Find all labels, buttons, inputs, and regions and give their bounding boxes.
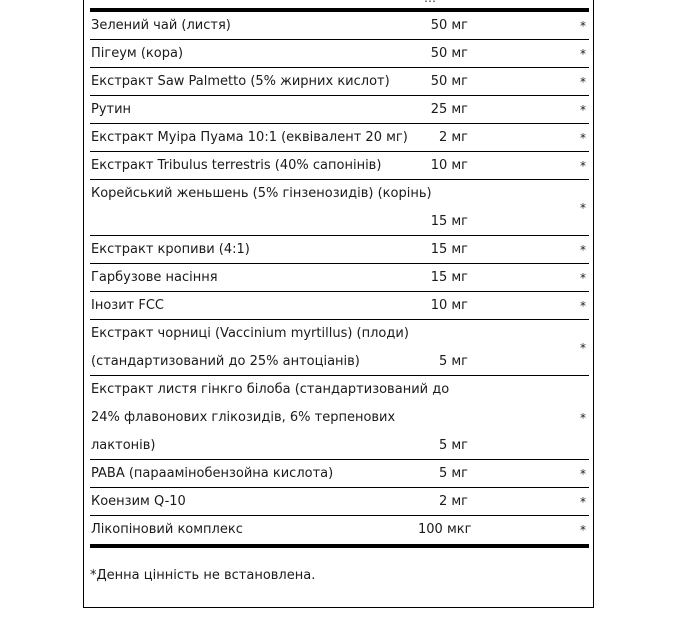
ingredient-name: Екстракт Tribulus terrestris (40% сапонінів) bbox=[91, 158, 382, 173]
ingredient-row bbox=[90, 488, 589, 516]
ingredient-amount: 5 мг bbox=[438, 354, 468, 369]
daily-value-marker: * bbox=[580, 131, 586, 145]
ingredient-amount: 10 мг bbox=[430, 158, 468, 173]
daily-value-marker: * bbox=[580, 75, 586, 89]
daily-value-marker: * bbox=[580, 299, 586, 313]
ingredient-amount: 50 мг bbox=[430, 18, 468, 33]
daily-value-marker: * bbox=[580, 201, 586, 215]
ingredient-row bbox=[90, 180, 589, 236]
ingredient-name: Інозит FCC bbox=[91, 298, 164, 313]
ingredient-row bbox=[90, 264, 589, 292]
ingredient-name: Екстракт Saw Palmetto (5% жирних кислот) bbox=[91, 74, 390, 89]
daily-value-marker: * bbox=[580, 271, 586, 285]
supplement-facts-panel bbox=[83, 0, 594, 608]
daily-value-marker: * bbox=[580, 411, 586, 425]
ingredient-row bbox=[90, 40, 589, 68]
ingredient-name: Екстракт кропиви (4:1) bbox=[91, 242, 250, 257]
ingredient-row bbox=[90, 152, 589, 180]
ingredient-row bbox=[90, 236, 589, 264]
ingredient-name: Лікопіновий комплекс bbox=[91, 522, 243, 537]
ingredient-row bbox=[90, 376, 589, 460]
ingredient-row bbox=[90, 124, 589, 152]
thick-divider-bottom bbox=[90, 544, 589, 548]
ingredient-name: Екстракт чорниці (Vaccinium myrtillus) (плоди) (стандартизований до 25% антоціанів) bbox=[91, 326, 409, 369]
ingredient-row bbox=[90, 460, 589, 488]
daily-value-marker: * bbox=[580, 47, 586, 61]
ingredient-row bbox=[90, 68, 589, 96]
ingredient-amount: 15 мг bbox=[430, 242, 468, 257]
ingredient-name: Пігеум (кора) bbox=[91, 46, 184, 61]
ingredient-amount: 25 мг bbox=[430, 102, 468, 117]
ingredient-amount: 100 мкг bbox=[418, 522, 472, 537]
daily-value-marker: * bbox=[580, 341, 586, 355]
ingredient-amount: 5 мг bbox=[438, 466, 468, 481]
ingredient-name: PABA (параамінобензойна кислота) bbox=[91, 466, 334, 481]
ingredient-amount: 2 мг bbox=[438, 130, 468, 145]
ingredient-row bbox=[90, 292, 589, 320]
ingredient-amount: 50 мг bbox=[430, 46, 468, 61]
daily-value-marker: * bbox=[580, 103, 586, 117]
ingredient-amount: 5 мг bbox=[438, 438, 468, 453]
daily-value-marker: * bbox=[580, 523, 586, 537]
ingredient-name: Коензим Q-10 bbox=[91, 494, 186, 509]
cut-off-header-text bbox=[424, 0, 436, 5]
ingredient-amount: 15 мг bbox=[430, 214, 468, 229]
ingredient-amount: 15 мг bbox=[430, 270, 468, 285]
ingredient-name: Гарбузове насіння bbox=[91, 270, 218, 285]
ingredient-amount: 50 мг bbox=[430, 74, 468, 89]
ingredient-row bbox=[90, 516, 589, 544]
daily-value-marker: * bbox=[580, 495, 586, 509]
ingredient-name: Зелений чай (листя) bbox=[91, 18, 231, 33]
daily-value-marker: * bbox=[580, 467, 586, 481]
ingredient-row bbox=[90, 12, 589, 40]
ingredient-table bbox=[90, 12, 589, 544]
ingredient-name: Рутин bbox=[91, 102, 132, 117]
ingredient-amount: 2 мг bbox=[438, 494, 468, 509]
daily-value-marker: * bbox=[580, 19, 586, 33]
ingredient-row bbox=[90, 96, 589, 124]
ingredient-name: Корейський женьшень (5% гінзенозидів) (корінь) bbox=[91, 186, 432, 201]
ingredient-amount: 10 мг bbox=[430, 298, 468, 313]
ingredient-name: Екстракт листя гінкго білоба (стандартизований до 24% флавонових глікозидів, 6% терпенових лактонів) bbox=[91, 382, 450, 453]
ingredient-name: Екстракт Муіра Пуама 10:1 (еквівалент 20 мг) bbox=[91, 130, 408, 145]
ingredient-row bbox=[90, 320, 589, 376]
daily-value-marker: * bbox=[580, 243, 586, 257]
footnote: *Денна цінність не встановлена. bbox=[90, 568, 316, 583]
daily-value-marker: * bbox=[580, 159, 586, 173]
